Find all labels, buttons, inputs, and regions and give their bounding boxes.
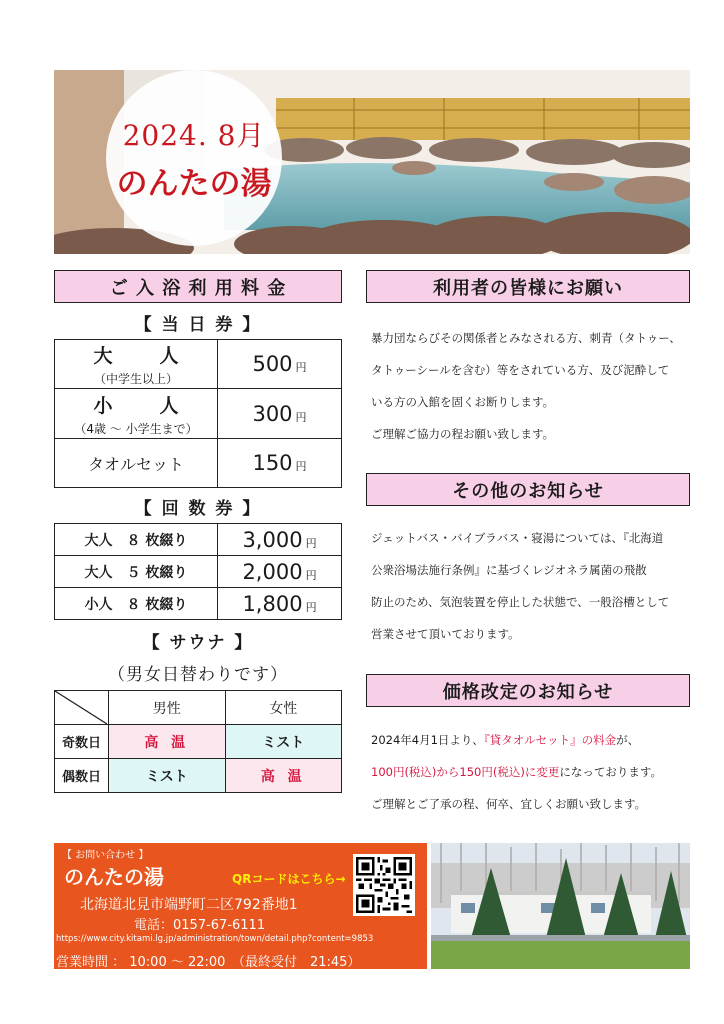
sauna-corner-cell [55, 691, 109, 725]
fee-sublabel: （4歳 ～ 小学生まで） [74, 421, 198, 436]
hero-photo [54, 70, 690, 254]
notice-line: 防止のため、気泡装置を停止した状態で、一般浴槽として [371, 595, 670, 609]
notice-line: 暴力団ならびその関係者とみなされる方、刺青（タトゥー、 [371, 331, 681, 345]
notice-line: タトゥーシールを含む）等をされている方、及び泥酔して [371, 363, 670, 377]
notice-price-title: 価格改定のお知らせ [366, 674, 690, 707]
building-exterior-image [431, 843, 690, 969]
sauna-col-female: 女性 [225, 691, 342, 725]
sauna-row-odd [55, 725, 342, 759]
coupon-title: 【 回 数 券 】 [134, 499, 262, 519]
notice-line: ご理解とご了承の程、何卒、宜しくお願い致します。 [371, 797, 647, 811]
day-ticket-title: 【 当 日 券 】 [134, 315, 262, 335]
notice-text: が、 [616, 733, 640, 747]
address: 北海道北見市端野町二区792番地1 [80, 897, 298, 913]
coupon-row [55, 524, 342, 556]
diagonal-line-icon [55, 691, 107, 724]
hero-title-badge [106, 70, 282, 246]
inquiry-label: 【 お問い合わせ 】 [62, 850, 149, 861]
notice-text: 2024年4月1日より、 [371, 733, 484, 747]
notice-line: ジェットバス・バイブラバス・寝湯については、『北海道 [371, 531, 664, 545]
day-ticket-table [54, 339, 342, 488]
hero-year-month: 2024. 8月 [122, 118, 266, 152]
opening-hours: 営業時間 ： 10:00 ～ 22:00 （最終受付 21:45） [56, 955, 361, 970]
fee-price: 300 [252, 401, 293, 426]
notice-users-body [371, 322, 695, 450]
notice-line: 公衆浴場法施行条例』に基づくレジオネラ属菌の飛散 [371, 563, 647, 577]
fee-price: 500 [252, 352, 293, 376]
yen-unit: 円 [295, 361, 307, 374]
coupon-label: 大人 ８ 枚綴り [55, 524, 218, 556]
notice-price-body [371, 724, 695, 820]
sauna-header-row [55, 691, 342, 725]
coupon-price: 3,000 [242, 527, 303, 552]
hero-facility-name: のんたの湯 [116, 165, 272, 202]
qr-code-icon[interactable] [353, 854, 415, 916]
yen-unit: 円 [305, 600, 317, 614]
coupon-label: 小人 ８ 枚綴り [55, 588, 218, 620]
notice-highlight: 『貸タオルセット』の料金 [483, 733, 617, 747]
sauna-day: 奇数日 [55, 725, 109, 759]
coupon-label: 大人 ５ 枚綴り [55, 556, 218, 588]
sauna-cell-male: 高 温 [109, 725, 226, 759]
coupon-price: 1,800 [242, 591, 303, 616]
building-photo [431, 843, 690, 969]
sauna-table [54, 690, 342, 793]
notice-line [371, 756, 695, 788]
sauna-day: 偶数日 [55, 759, 109, 793]
qr-label: QRコードはこちら→ [232, 872, 346, 886]
footer-facility-name: のんたの湯 [64, 865, 164, 889]
notice-highlight: 100円(税込)から150円(税込)に変更 [371, 765, 560, 779]
fee-label: 小 人 [93, 394, 193, 417]
fee-row-adult [55, 340, 342, 389]
sauna-cell-female: ミスト [225, 725, 342, 759]
notice-users-title: 利用者の皆様にお願い [366, 270, 690, 303]
fee-price: 150 [252, 451, 293, 475]
coupon-table [54, 523, 342, 620]
yen-unit: 円 [295, 460, 307, 473]
notice-other-title: その他のお知らせ [366, 473, 690, 506]
sauna-col-male: 男性 [109, 691, 226, 725]
fee-sublabel: （中学生以上） [93, 372, 178, 386]
coupon-row [55, 588, 342, 620]
fee-label: 大 人 [93, 345, 193, 367]
sauna-cell-male: ミスト [109, 759, 226, 793]
sauna-cell-female: 高 温 [225, 759, 342, 793]
fee-row-towel [55, 439, 342, 488]
notice-line: ご理解ご協力の程お願い致します。 [371, 427, 555, 441]
notice-line: いる方の入館を固くお断りします。 [371, 395, 555, 409]
notice-other-body [371, 522, 695, 650]
coupon-price: 2,000 [242, 559, 303, 584]
sauna-title: 【 サウナ 】 [142, 633, 254, 653]
contact-footer [54, 843, 427, 969]
website-url[interactable]: https://www.city.kitami.lg.jp/administration/town/detail.php?content=9853 [56, 934, 374, 944]
yen-unit: 円 [305, 568, 317, 582]
notice-text: になっております。 [559, 765, 662, 779]
notice-line: 営業させて頂いております。 [371, 627, 520, 641]
sauna-row-even [55, 759, 342, 793]
fee-label: タオルセット [87, 454, 184, 474]
phone-number[interactable]: 電話：0157-67-6111 [134, 918, 266, 933]
yen-unit: 円 [295, 410, 307, 424]
sauna-subtitle: （男女日替わりです） [108, 665, 288, 685]
fee-section-title: ご 入 浴 利 用 料 金 [54, 270, 342, 303]
fee-row-child [55, 389, 342, 439]
yen-unit: 円 [305, 536, 317, 550]
notice-line [371, 724, 695, 756]
coupon-row [55, 556, 342, 588]
